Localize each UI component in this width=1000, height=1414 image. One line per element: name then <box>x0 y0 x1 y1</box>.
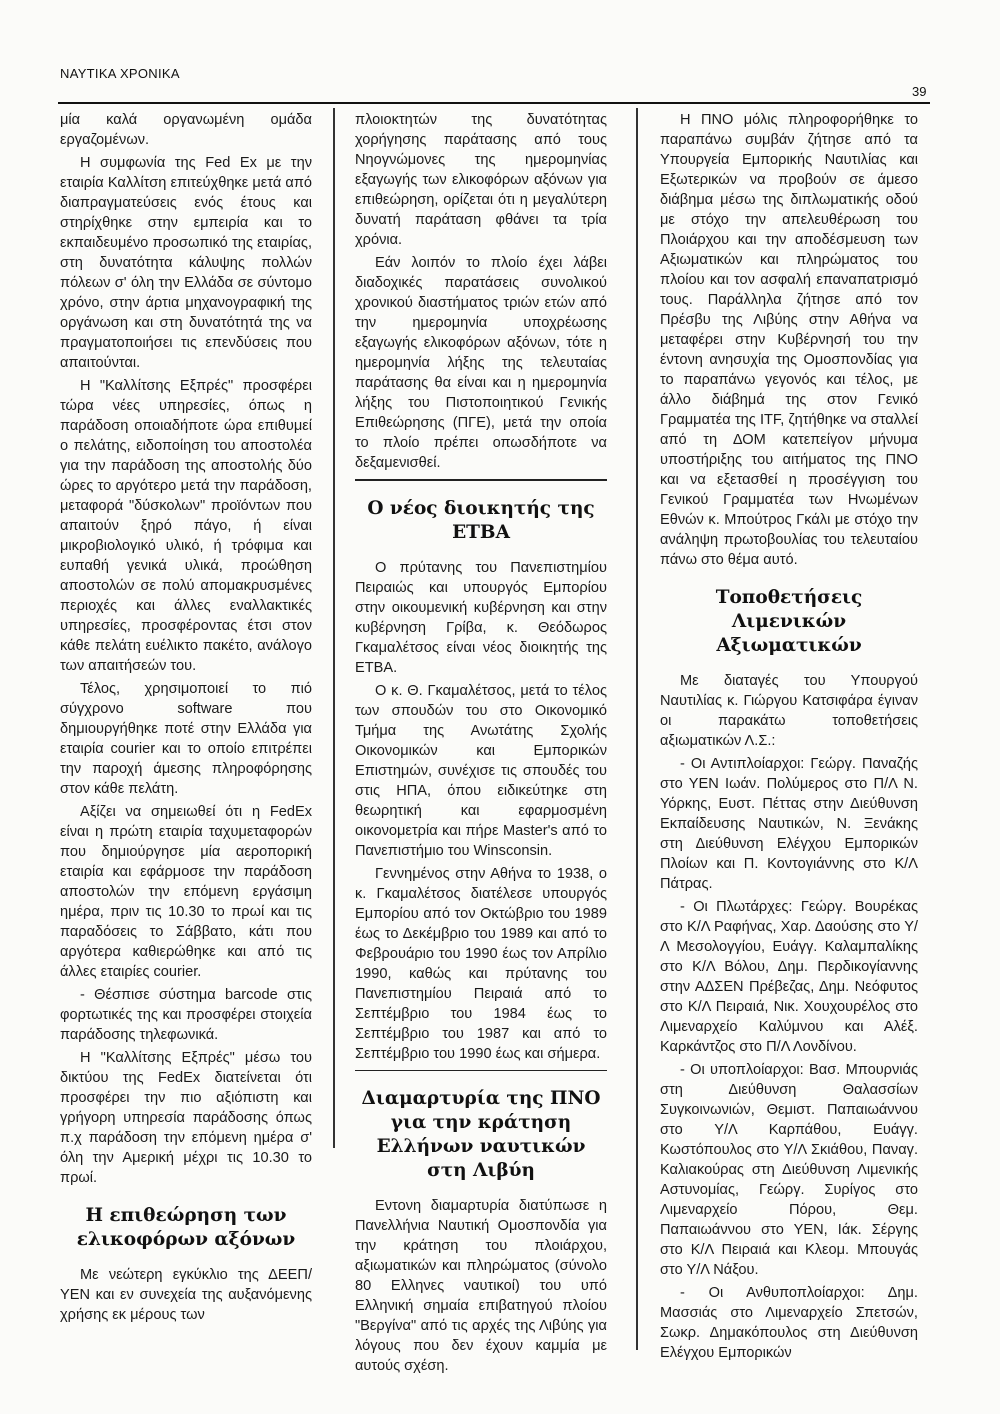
header-rule <box>58 102 930 104</box>
section-separator <box>355 1070 607 1072</box>
column-1 <box>60 110 312 1328</box>
section-heading: Τοποθετήσεις Λιμενικών Αξιωματικών <box>715 587 863 656</box>
section-heading: Η επιθεώρηση των ελικοφόρων αξόνων <box>76 1205 296 1250</box>
paragraph: Εντονη διαμαρτυρία διατύπωσε η Πανελλήνια Ναυτική Ομοσπονδία για την κράτηση του πλοιάρχου, αξιωματικών και πληρώματος (σύνολο 80 Ελληνες ναυτικοί) του υπό Ελληνική σημαία επιβατηγού πλοίου "Βεργίνα" από τις αρχές της Λιβύης για λόγους που δεν έχουν καμμία με αυτούς σχέση. <box>355 1198 607 1374</box>
column-divider <box>333 108 335 1148</box>
paragraph: Ο πρύτανης του Πανεπιστημίου Πειραιώς και υπουργός Εμπορίου στην οικουμενική κυβέρνηση και στην κυβέρνηση Γρίβα, κ. Θεόδωρος Γκαμαλέτσος είναι νέος διοικητής της ΕΤΒΑ. <box>355 559 607 676</box>
paragraph: Εάν λοιπόν το πλοίο έχει λάβει διαδοχικές παρατάσεις συνολικού χρονικού διαστήματος τριών ετών από την ημερομηνία υποχρέωσης εξαγωγής ελικοφόρων αξόνων, τότε η ημερομηνία λήξης της τελευταίας παράτασης θα είναι και η ημερομηνία λήξης του Πιστοποιητικού Γενικής Επιθεώρησης (ΠΓΕ), μετά την οποία το πλοίο πρέπει οπωσδήποτε να δεξαμενισθεί. <box>355 255 607 471</box>
paragraph: Η "Καλλίτσης Εξπρές" προσφέρει τώρα νέες υπηρεσίες, όπως η παράδοση οποιαδήποτε ώρα επιθυμεί ο πελάτης, ειδοποίηση του αποστολέα για την παράδοση της αποστολής δύο ώρες το αργότερο μετά την παράδοση, μεταφορά "δύσκολων" προϊόντων που απαιτούν ξηρό πάγο, ή είναι μικροβιολογικό υλικό, ή τρόφιμα και ευπαθή γενικά υλικά, προώθηση αποστολών σε πολύ απομακρυσμένες περιοχές και άλλες εναλλακτικές υπηρεσίες, προσφέροντας έτσι στον κάθε πελάτη ευέλικτο πακέτο, ανάλογο των απαιτήσεών του. <box>60 378 312 674</box>
paragraph: Η ΠΝΟ μόλις πληροφορήθηκε το παραπάνω συμβάν ζήτησε από τα Υπουργεία Εμπορικής Ναυτιλίας και Εξωτερικών να προβούν σε άμεσο διάβημα μέσω της διπλωματικής οδού με στόχο την απελευθέρωση του Πλοιάρχου και την αποδέσμευση των Αξιωματικών και πληρώματος του πλοίου και τον ασφαλή επαναπατρισμό τους. Παράλληλα ζήτησε από τον Πρέσβυ της Λιβύης στην Αθήνα να μεταφέρει στην Κυβέρνησή του την έντονη ανησυχία της Ομοσπονδίας για το παραπάνω γεγονός και τέλος, με άλλο διάβημά της στον Γενικό Γραμματέα της ITF, ζητήθηκε να σταλλεί από τη ΔΟΜ κατεπείγον μήνυμα υποστήριξης του αιτήματος της ΠΝΟ και να εξετασθεί η προσέγγιση του Γενικού Γραμματέα των Ηνωμένων Εθνών κ. Μπούτρος Γκάλι με στόχο την ανάληψη πρωτοβουλίας του τελευταίου πάνω στο θέμα αυτό. <box>660 112 918 568</box>
paragraph: Με νεώτερη εγκύκλιο της ΔΕΕΠ/ΥΕΝ και εν συνεχεία της αυξανόμενης χρήσης εκ μέρους των <box>60 1267 312 1323</box>
column-2 <box>355 110 607 1379</box>
page-number: 39 <box>912 84 927 99</box>
paragraph: μία καλά οργανωμένη ομάδα εργαζομένων. <box>60 112 312 148</box>
paragraph: - Οι Ανθυποπλοίαρχοι: Δημ. Μασσιάς στο Λιμεναρχείο Σπετσών, Σωκρ. Δημακόπουλος στη Διεύθυνση Ελέγχου Εμπορικών <box>660 1285 918 1361</box>
running-head: ΝΑΥΤΙΚΑ ΧΡΟΝΙΚΑ <box>60 66 180 81</box>
paragraph: - Οι Πλωτάρχες: Γεώργ. Βουρέκας στο Κ/Λ Ραφήνας, Χαρ. Δαούσης στο Υ/Λ Μεσολογγίου, Ευάγγ. Καλαμπαλίκης στο Κ/Λ Βόλου, Δημ. Περδικογίαννης στην ΑΔΣΕΝ Πρέβεζας, Δημ. Νεόφυτος στο Κ/Λ Πειραιά, Νικ. Χουχουρέλος στο Λιμεναρχείο Καλύμνου και Αλέξ. Καρκάντζος στο Π/Λ Λονδίνου. <box>660 899 918 1055</box>
paragraph: Γεννημένος στην Αθήνα το 1938, ο κ. Γκαμαλέτσος διατέλεσε υπουργός Εμπορίου από τον Οκτώβριο του 1989 έως το Δεκέμβριο του 1989 και από το Φεβρουάριο του 1990 έως τον Απρίλιο 1990, καθώς και πρύτανης του Πανεπιστημίου Πειραιά από το Σεπτέμβριο του 1984 έως το Σεπτέμβριο του 1987 και από το Σεπτέμβριο του 1990 έως και σήμερα. <box>355 865 607 1062</box>
paragraph: Ο κ. Θ. Γκαμαλέτσος, μετά το τέλος των σπουδών του στο Οικονομικό Τμήμα της Ανωτάτης Σχολής Οικονομικών και Εμπορικών Επιστημών, συνέχισε τις σπουδές του στις ΗΠΑ, όπου ειδικεύτηκε στη θεωρητική και εφαρμοσμένη οικονομετρία και πήρε Master's από το Πανεπιστήμιο του Winsconsin. <box>355 682 607 859</box>
paragraph: - Οι Αντιπλοίαρχοι: Γεώργ. Παναζής στο ΥΕΝ Ιωάν. Πολύμερος στο Π/Λ Ν. Υόρκης, Ευστ. Πέττας στην Διεύθυνση Εκπαίδευσης Ναυτικών, Ν. Ξενάκης στη Διεύθυνση Ελέγχου Εμπορικών Πλοίων και Π. Κοντογιάννης στο Κ/Λ Πάτρας. <box>660 756 918 892</box>
paragraph: - Θέσπισε σύστημα barcode στις φορτωτικές της και προσφέρει στοιχεία παράδοσης τηλεφωνικά. <box>60 987 312 1043</box>
section-heading: Ο νέος διοικητής της ΕΤΒΑ <box>367 497 595 543</box>
paragraph: πλοιοκτητών της δυνατότητας χορήγησης παράτασης από τους Νηογνώμονες της ημερομηνίας εξαγωγής των ελικοφόρων αξόνων για επιθεώρηση, ορίζεται ότι η μεγαλύτερη δυνατή παράταση φθάνει τα τρία χρόνια. <box>355 112 607 248</box>
paragraph: - Οι υποπλοίαρχοι: Βασ. Μπουρνιάς στη Διεύθυνση Θαλασσίων Συγκοινωνιών, Θεμιστ. Παπαιωάννου στο Υ/Λ Καρπάθου, Ευάγγ. Κωστόπουλος στο Υ/Λ Σκιάθου, Παναγ. Καλιακούρας στη Διεύθυνση Λιμενικής Αστυνομίας, Γεώργ. Συρίγος στο Λιμεναρχείο Πόρου, Θεμ. Παπαιωάννου στο ΥΕΝ, Ιάκ. Σέργης στο Κ/Λ Πειραιά και Κλεομ. Μπουγάς στο Υ/Λ Νάξου. <box>660 1062 918 1278</box>
paragraph: Με διαταγές του Υπουργού Ναυτιλίας κ. Γιώργου Κατσιφάρα έγιναν οι παρακάτω τοποθετήσεις αξιωματικών Λ.Σ.: <box>660 673 918 749</box>
paragraph: Τέλος, χρησιμοποιεί το πιό σύγχρονο software που δημιουργήθηκε ποτέ στην Ελλάδα για εταιρία courier και το οποίο επιτρέπει την παροχή άμεσης πληροφόρησης στον κάθε πελάτη. <box>60 681 312 797</box>
column-divider <box>636 108 638 1350</box>
section-heading: Διαμαρτυρία της ΠΝΟ για την κράτηση Ελλήνων ναυτικών στη Λιβύη <box>361 1088 601 1181</box>
column-3 <box>660 110 918 1366</box>
paragraph: Η συμφωνία της Fed Ex με την εταιρία Καλλίτση επιτεύχθηκε μετά από διαπραγματεύσεις ενός έτους και στηρίχθηκε στην εμπειρία και το εκπαιδευμένο προσωπικό της εταιρίας, στη δυνατότητα κάλυψης πολλών πόλεων σ' όλη την Ελλάδα σε σύντομο χρόνο, στην άρτια μηχανογραφική της οργάνωση και στη δυνατότητά της να πραγματοποιήσει τις επενδύσεις που απαιτούνται. <box>60 155 312 371</box>
paragraph: Η "Καλλίτσης Εξπρές" μέσω του δικτύου της FedEx διατείνεται ότι προσφέρει την πιο αξιόπιστη και γρήγορη υπηρεσία παράδοσης όπως π.χ παράδοση την επόμενη ημέρα σ' όλη την Αμερική μέχρι τις 10.30 το πρωί. <box>60 1050 312 1186</box>
section-separator <box>355 479 607 481</box>
paragraph: Αξίζει να σημειωθεί ότι η FedEx είναι η πρώτη εταιρία ταχυμεταφορών που δημιούργησε μία αεροπορική εταιρία και εφάρμοσε την παράδοση αποστολών την επόμενη εργάσιμη ημέρα, πριν τις 10.30 το πρωί και τις παραδόσεις το Σάββατο, κάτι που αργότερα καθιερώθηκε και από τις άλλες εταιρίες courier. <box>60 804 312 980</box>
